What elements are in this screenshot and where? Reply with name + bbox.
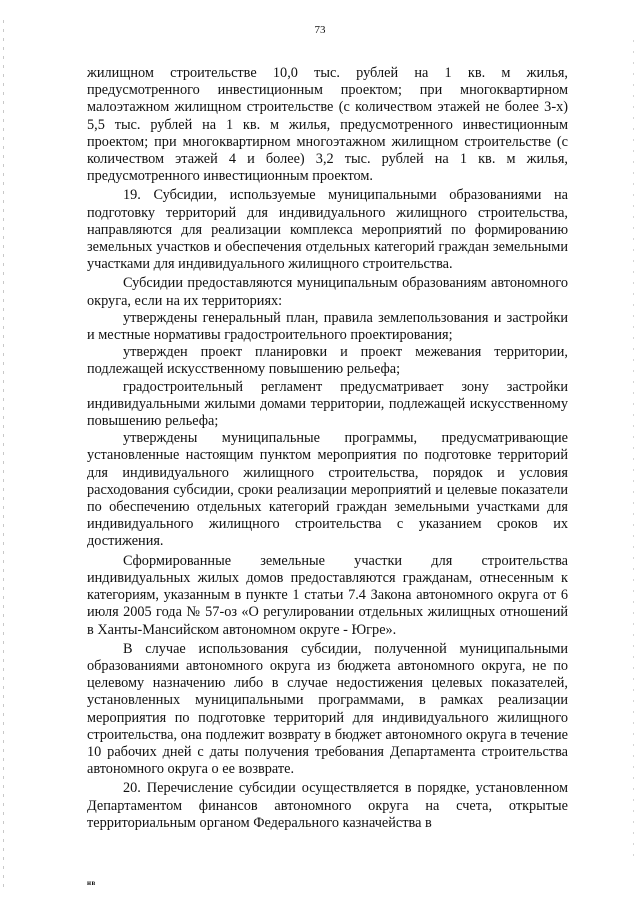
page-number: 73 xyxy=(314,24,326,36)
paragraph-land-plots: Сформированные земельные участки для строительства индивидуальных жилых домов предоставляются гражданам, отнесенным к категориям, указанным в пункте 1 статьи 7.4 Закона автономного округа от 6 июля 2005 года № 57-оз «О регулировании отдельных жилищных отношений в Ханты-Мансийском автономном округе - Югре». xyxy=(87,552,568,638)
paragraph-condition-zoning: градостроительный регламент предусматривает зону застройки индивидуальными жилыми домами территории, подлежащей искусственному повышению рельефа; xyxy=(87,378,568,430)
paragraph-condition-planning-project: утвержден проект планировки и проект межевания территории, подлежащей искусственному повышению рельефа; xyxy=(87,344,568,378)
paragraph-clause-20: 20. Перечисление субсидии осуществляется в порядке, установленном Департаментом финансов автономного округа на счета, открытые территориальным органом Федерального казначейства в xyxy=(87,780,568,831)
paragraph-clause-19: 19. Субсидии, используемые муниципальными образованиями на подготовку территорий для индивидуального жилищного строительства, направляются для реализации комплекса мероприятий по формированию земельных участков и обеспечения отдельных категорий граждан земельными участками для индивидуального жилищного строительства. xyxy=(87,187,568,273)
paragraph-continuation: жилищном строительстве 10,0 тыс. рублей на 1 кв. м жилья, предусмотренного инвестиционным проектом; при многоквартирном малоэтажном жилищном строительстве (с количеством этажей не более 3-х) 5,5 тыс. рублей на 1 кв. м жилья, предусмотренного инвестиционным проектом; при многоквартирном многоэтажном жилищном строительстве (с количеством этажей 4 и более) 3,2 тыс. рублей на 1 кв. м жилья, предусмотренного инвестиционным проектом. xyxy=(87,65,568,185)
paragraph-subsidy-conditions: Субсидии предоставляются муниципальным образованиям автономного округа, если на их территориях: xyxy=(87,275,568,309)
paragraph-refund: В случае использования субсидии, полученной муниципальными образованиями автономного округа из бюджета автономного округа, не по целевому назначению либо в случае недостижения целевых показателей, установленных муниципальными программами, в рамках реализации мероприятия по подготовке территорий для индивидуального жилищного строительства, она подлежит возврату в бюджет автономного округа в течение 10 рабочих дней с даты получения требования Департамента строительства автономного округа о ее возврате. xyxy=(87,640,568,778)
scan-edge-left xyxy=(3,20,4,890)
paragraph-condition-general-plan: утверждены генеральный план, правила землепользования и застройки и местные нормативы градостроительного проектирования; xyxy=(87,309,568,344)
document-body xyxy=(87,65,568,832)
scan-edge-right xyxy=(633,40,634,860)
footer-mark: нв xyxy=(87,879,96,887)
paragraph-condition-programs: утверждены муниципальные программы, предусматривающие установленные настоящим пунктом мероприятия по подготовке территорий для индивидуального жилищного строительства, порядок и условия расходования субсидии, сроки реализации мероприятий и целевые показатели по обеспечению отдельных категорий граждан земельными участками для индивидуального жилищного строительства с указанием сроков их достижения. xyxy=(87,430,568,550)
